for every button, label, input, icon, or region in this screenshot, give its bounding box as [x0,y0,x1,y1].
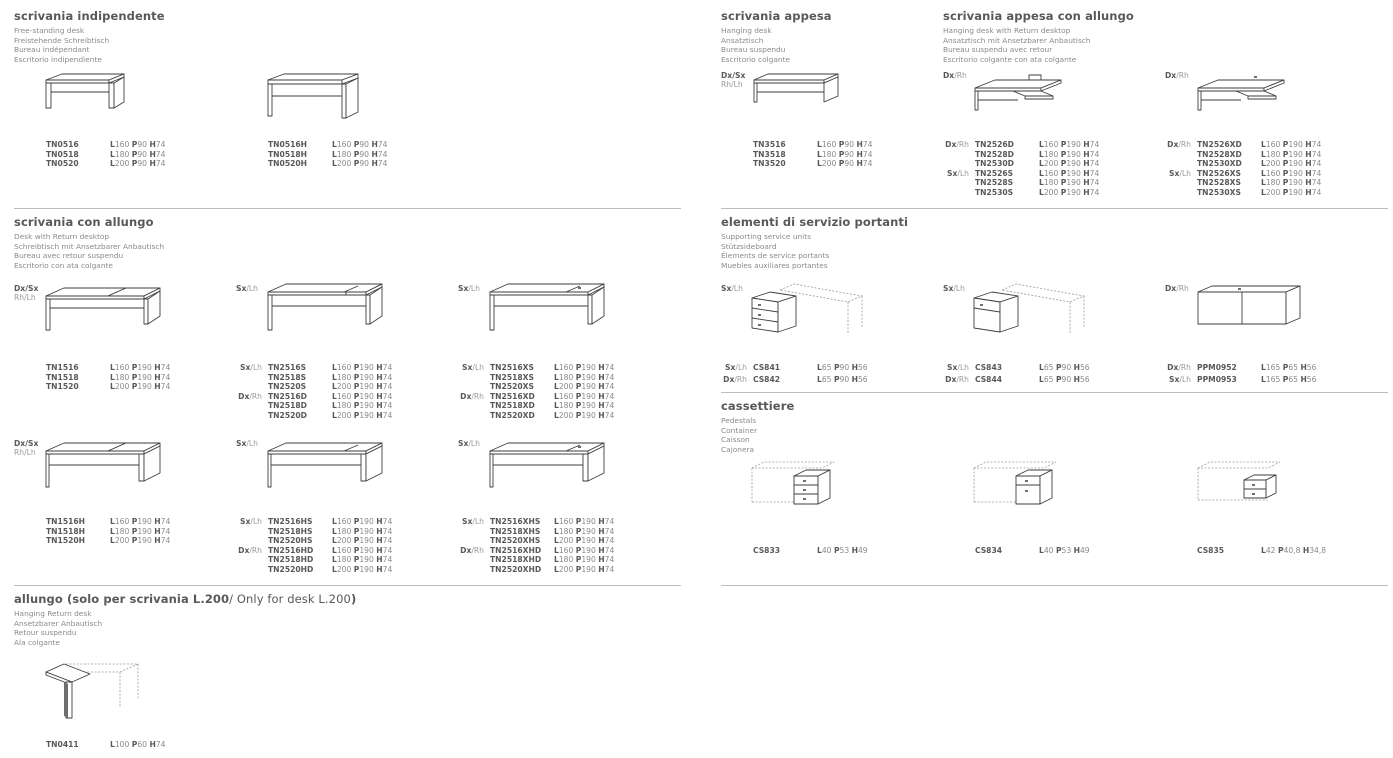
desk-freestanding-h-drawing [266,72,366,128]
product-code: TN2518S [268,372,307,382]
product-code: TN1518 [46,372,79,382]
product-code: TN2530S [975,187,1014,197]
dimensions: L200 P190 H74 [1039,187,1100,197]
dimensions: L180 P90 H74 [817,149,873,159]
dimensions: L65 P90 H56 [817,374,868,384]
dimensions: L180 P190 H74 [332,555,393,565]
subtitle-fr: Bureau avec retour suspendu [14,251,124,261]
product-code: TN2520S [268,382,307,392]
orient-sub: /Lh [246,284,258,293]
orient-sub: Rh/Lh [721,80,743,89]
subtitle-de: Stützsideboard [721,241,777,251]
dimensions: L160 P190 H74 [332,517,393,526]
subtitle-es: Escritorio colgante con ata colgante [943,54,1077,64]
section-subtitles-con-allungo [14,232,164,270]
dimensions: L180 P190 H74 [554,555,615,565]
orient-bold: Sx [236,439,247,448]
product-code: TN2518HS [268,526,313,536]
section-title-allungo [14,592,356,606]
orientation-label [458,439,480,448]
product-code: TN2520XHS [490,536,541,546]
dimensions: L180 P190 H74 [1261,149,1322,159]
subtitle-de: Ansetzbarer Anbautisch [14,618,103,628]
product-code: TN0518 [46,149,79,159]
section-subtitles-appesa [721,26,790,64]
orient-sub: /Lh [468,439,480,448]
product-code: TN2520HD [268,564,314,574]
orient-sub: Rh/Lh [14,293,36,302]
product-code: TN1520 [46,382,79,392]
orientation: Dx/Rh [460,545,484,555]
product-code: PPM0953 [1197,374,1237,384]
product-code: PPM0952 [1197,363,1237,372]
dimensions: L160 P90 H74 [332,140,388,149]
orientation: Dx/Rh [1167,363,1191,372]
service-unit-cs841-drawing [750,282,870,342]
orientation-label [1165,71,1189,80]
dimensions: L165 P65 H56 [1261,374,1317,384]
pedestal-cs833-drawing [750,460,842,512]
orientation: Sx/Lh [240,363,262,372]
dimensions: L200 P190 H74 [1261,159,1322,169]
orientation: Sx/Lh [1169,374,1191,384]
dimensions: L200 P190 H74 [554,564,615,574]
orientation: Dx/Rh [238,545,262,555]
orientation-label [236,439,258,448]
dimensions: L40 P53 H49 [1039,546,1090,555]
dimensions: L160 P190 H74 [1039,140,1100,149]
dimensions: L40 P53 H49 [817,546,868,555]
section-divider [721,585,1388,586]
dimensions: L180 P190 H74 [110,526,171,536]
product-code: TN2520XS [490,382,534,392]
pedestal-cs835-drawing [1196,460,1288,510]
dimensions: L200 P190 H74 [110,382,171,392]
product-code: TN2530D [975,159,1014,169]
pedestal-cs834-drawing [972,460,1064,512]
product-code: TN2530XS [1197,187,1241,197]
desk-hanging-drawing [752,72,844,108]
product-code: TN3518 [753,149,786,159]
title-close: ) [350,592,357,606]
dimensions: L200 P190 H74 [554,536,615,546]
dimensions: L160 P190 H74 [332,545,393,555]
orientation-label [14,284,38,302]
desk-with-return-drawing [44,284,168,344]
subtitle-de: Freistehende Schreibtisch [14,35,110,45]
product-code: TN2516XHS [490,517,541,526]
orientation: Sx/Lh [947,363,969,372]
orientation-label [458,284,480,293]
section-title-cassettiere: cassettiere [721,399,795,413]
product-code: TN2528D [975,149,1014,159]
section-divider [14,208,681,209]
orientation: Dx/Rh [945,140,969,149]
subtitle-es: Escritorio con ata colgante [14,260,113,270]
dimensions: L160 P190 H74 [554,363,615,372]
dimensions: L65 P90 H56 [1039,374,1090,384]
product-code: TN2518XD [490,401,535,411]
subtitle-es: Ala colgante [14,637,60,647]
orient-bold: Dx/Sx [14,439,39,448]
orientation: Sx/Lh [462,517,484,526]
subtitle-fr: Caisson [721,435,750,445]
subtitle-en: Supporting service units [721,232,811,241]
subtitle-en: Pedestals [721,416,757,425]
orient-sub: /Lh [953,284,965,293]
product-code: TN2516XHD [490,545,542,555]
dimensions: L180 P190 H74 [110,372,171,382]
orient-bold: Dx [1165,284,1177,293]
orientation-label [721,284,743,293]
subtitle-en: Hanging desk with Return desktop [943,26,1071,35]
dimensions: L160 P190 H74 [554,517,615,526]
orientation: Dx/Rh [1167,140,1191,149]
product-code: TN2520XD [490,410,535,420]
product-code: TN0518H [268,149,308,159]
product-code: TN2526D [975,140,1014,149]
subtitle-fr: Retour suspendu [14,628,77,638]
orientation: Sx/Lh [462,363,484,372]
dimensions: L160 P190 H74 [554,391,615,401]
orientation: Dx/Rh [945,374,969,384]
subtitle-en: Hanging Return desk [14,609,92,618]
dimensions: L200 P190 H74 [332,382,393,392]
dimensions: L180 P190 H74 [554,401,615,411]
dimensions: L100 P60 H74 [110,740,166,749]
subtitle-en: Desk with Return desktop [14,232,110,241]
orientation: Sx/Lh [1169,168,1191,178]
dimensions: L160 P190 H74 [110,517,171,526]
dimensions: L65 P90 H56 [817,363,868,372]
orient-bold: Sx [721,284,732,293]
desk-with-return-hs-drawing [266,439,390,501]
orient-bold: Sx [458,284,469,293]
dimensions: L165 P65 H56 [1261,363,1317,372]
dimensions: L180 P190 H74 [554,372,615,382]
dimensions: L160 P190 H74 [1261,168,1322,178]
subtitle-fr: Bureau indépendant [14,45,90,55]
dimensions: L160 P190 H74 [332,391,393,401]
product-code: CS835 [1197,546,1225,555]
orientation: Sx/Lh [725,363,747,372]
section-divider [14,585,681,586]
subtitle-es: Escritorio colgante [721,54,791,64]
orientation-label [943,71,967,80]
dimensions: L180 P190 H74 [1039,178,1100,188]
orientation: Sx/Lh [947,168,969,178]
orient-sub: /Rh [954,71,967,80]
subtitle-en: Free-standing desk [14,26,85,35]
product-code: TN2528XD [1197,149,1242,159]
product-code: TN2520HS [268,536,313,546]
dimensions: L160 P190 H74 [554,545,615,555]
dimensions: L180 P190 H74 [332,526,393,536]
product-code: TN0411 [46,740,79,749]
orientation: Dx/Rh [723,374,747,384]
orient-sub: /Rh [1176,71,1189,80]
orient-bold: Dx/Sx [14,284,39,293]
desk-hanging-return-x-drawing [1196,72,1292,120]
product-code: TN2526S [975,168,1014,178]
subtitle-de: Ansatztisch mit Ansetzbarer Anbautisch [943,35,1091,45]
service-unit-cs843-drawing [972,282,1092,342]
subtitle-fr: Bureau suspendu avec retour [943,45,1053,55]
subtitle-es: Escritorio indipendiente [14,54,102,64]
product-code: TN0516 [46,140,79,149]
section-title-scrivania-indipendente: scrivania indipendente [14,9,165,23]
product-code: TN2516D [268,391,307,401]
orientation-label [943,284,965,293]
product-code: CS844 [975,374,1003,384]
orientation-label [1165,284,1189,293]
dimensions: L180 P90 H74 [110,149,166,159]
dimensions: L200 P190 H74 [332,536,393,546]
orientation-label [14,439,38,457]
product-code: TN2526XD [1197,140,1242,149]
product-code: CS842 [753,374,781,384]
dimensions: L180 P190 H74 [332,401,393,411]
dimensions: L200 P190 H74 [554,382,615,392]
dimensions: L200 P90 H74 [110,159,166,169]
section-title-elementi-di-servizio: elementi di servizio portanti [721,215,909,229]
dimensions: L160 P90 H74 [110,140,166,149]
dimensions: L42 P40,8 H34,8 [1261,546,1327,555]
section-title-appesa-con-allungo: scrivania appesa con allungo [943,9,1134,23]
subtitle-de: Ansatztisch [721,35,764,45]
dimensions: L200 P190 H74 [332,564,393,574]
product-code: TN1520H [46,536,86,546]
dimensions: L180 P90 H74 [332,149,388,159]
product-code: CS843 [975,363,1003,372]
orient-sub: /Lh [246,439,258,448]
orient-bold: Sx [943,284,954,293]
product-code: TN0520H [268,159,308,169]
orientation-label [236,284,258,293]
orientation-label [721,71,745,89]
dimensions: L200 P190 H74 [1261,187,1322,197]
title-tail: / Only for desk L.200 [229,592,351,606]
orientation: Sx/Lh [240,517,262,526]
product-code: TN2516HS [268,517,313,526]
service-unit-ppm-drawing [1196,282,1306,338]
dimensions: L180 P190 H74 [332,372,393,382]
product-code: TN2518XHD [490,555,542,565]
orient-sub: /Rh [1176,284,1189,293]
dimensions: L160 P190 H74 [110,363,171,372]
section-title-scrivania-appesa: scrivania appesa [721,9,832,23]
dimensions: L160 P190 H74 [1039,168,1100,178]
product-code: CS841 [753,363,781,372]
desk-with-return-xhs-drawing [488,439,612,501]
section-subtitles-allungo [14,609,102,647]
product-code: TN2516XS [490,363,534,372]
section-subtitles-indipendente [14,26,109,64]
desk-with-return-xs-drawing [488,280,612,344]
desk-hanging-return-drawing [973,72,1069,120]
subtitle-en: Hanging desk [721,26,772,35]
dimensions: L200 P190 H74 [1039,159,1100,169]
product-code: TN1516H [46,517,86,526]
dimensions: L160 P90 H74 [817,140,873,149]
product-code: TN3516 [753,140,786,149]
product-code: TN1516 [46,363,79,372]
product-code: TN2526XS [1197,168,1241,178]
product-code: TN0516H [268,140,308,149]
orient-sub: /Lh [731,284,743,293]
product-code: TN1518H [46,526,86,536]
product-code: TN2518HD [268,555,314,565]
desk-with-return-h-drawing [44,439,168,501]
return-desk-allungo-drawing [44,660,144,722]
subtitle-fr: Élements de service portants [721,251,830,261]
dimensions: L180 P190 H74 [1261,178,1322,188]
section-subtitles-appesa-allungo [943,26,1090,64]
product-code: CS833 [753,546,781,555]
dimensions: L180 P190 H74 [554,526,615,536]
dimensions: L200 P190 H74 [554,410,615,420]
dimensions: L200 P90 H74 [817,159,873,169]
orient-sub: /Lh [468,284,480,293]
subtitle-de: Schreibtisch mit Ansetzbarer Anbautisch [14,241,165,251]
orient-bold: Dx/Sx [721,71,746,80]
dimensions: L160 P190 H74 [332,363,393,372]
desk-freestanding-drawing [44,72,134,122]
section-subtitles-servizio [721,232,829,270]
product-code: TN2518D [268,401,307,411]
orient-sub: Rh/Lh [14,448,36,457]
product-code: CS834 [975,546,1003,555]
section-title-scrivania-con-allungo: scrivania con allungo [14,215,154,229]
product-code: TN2520XHD [490,564,542,574]
product-code: TN2528S [975,178,1014,188]
product-code: TN2516S [268,363,307,372]
dimensions: L65 P90 H56 [1039,363,1090,372]
product-code: TN2518XHS [490,526,541,536]
orientation: Dx/Rh [460,391,484,401]
product-code: TN0520 [46,159,79,169]
subtitle-fr: Bureau suspendu [721,45,786,55]
dimensions: L200 P190 H74 [332,410,393,420]
product-code: TN2520D [268,410,307,420]
product-code: TN3520 [753,159,786,169]
product-code: TN2528XS [1197,178,1241,188]
section-divider [721,392,1388,393]
subtitle-es: Cajonera [721,444,755,454]
subtitle-es: Muebles auxiliares portantes [721,260,828,270]
dimensions: L160 P190 H74 [1261,140,1322,149]
product-code: TN2516HD [268,545,314,555]
orient-bold: Sx [236,284,247,293]
orient-bold: Dx [943,71,955,80]
orient-bold: Sx [458,439,469,448]
section-subtitles-cassettiere [721,416,757,454]
desk-with-return-s-drawing [266,280,390,344]
subtitle-de: Container [721,425,758,435]
dimensions: L200 P90 H74 [332,159,388,169]
title-main: allungo (solo per scrivania L.200 [14,592,230,606]
dimensions: L200 P190 H74 [110,536,171,546]
orient-bold: Dx [1165,71,1177,80]
section-divider [721,208,1388,209]
orientation: Dx/Rh [238,391,262,401]
product-code: TN2518XS [490,372,534,382]
product-code: TN2516XD [490,391,535,401]
product-code: TN2530XD [1197,159,1242,169]
dimensions: L180 P190 H74 [1039,149,1100,159]
